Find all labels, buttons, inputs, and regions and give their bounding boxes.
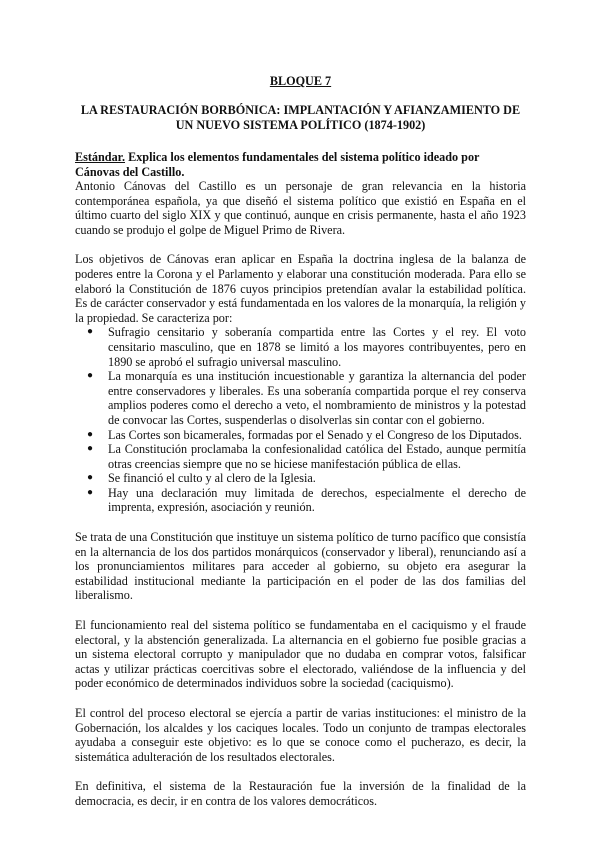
bullet-icon: ● (87, 370, 94, 382)
list-item (87, 427, 526, 443)
list-item (87, 325, 526, 369)
paragraph-electoral-control: El control del proceso electoral se ejercía a partir de varias instituciones: el ministro de la Gobernación, los alcaldes y los caciques locales. Todo un conjunto de trampas electorales ayudaba a conseguir este objetivo: es lo que se conoce como el pucherazo, es decir, la sistemática adulteración de los resultados electorales. (75, 706, 526, 764)
block-heading: BLOQUE 7 (269, 74, 332, 88)
bullet-icon: ● (87, 443, 94, 455)
list-item-text: Hay una declaración muy limitada de derechos, especialmente el derecho de imprenta, expresión, asociación y reunión. (108, 485, 526, 515)
list-item (87, 485, 526, 515)
standard-label: Estándar. (75, 150, 126, 164)
bullet-icon: ● (87, 472, 94, 484)
list-item-text: Las Cortes son bicamerales, formadas por el Senado y el Congreso de los Diputados. (108, 427, 522, 442)
constitution-features-list (75, 325, 526, 515)
list-item-text: La monarquía es una institución incuestionable y garantiza la alternancia del poder entre conservadores y liberales. Es una soberanía compartida porque el rey conserva amplios poderes como el derecho a veto, el nombramiento de ministros y la potestad de convocar las Cortes, suspenderlas o disolverlas sin contar con el gobierno. (108, 369, 526, 427)
list-item-text: Se financió el culto y al clero de la Iglesia. (108, 471, 316, 486)
title-line-2: UN NUEVO SISTEMA POLÍTICO (1874-1902) (175, 117, 426, 132)
bullet-icon: ● (87, 326, 94, 338)
list-item (87, 369, 526, 427)
bullet-icon: ● (87, 428, 94, 440)
title-line-1: LA RESTAURACIÓN BORBÓNICA: IMPLANTACIÓN Y AFIANZAMIENTO DE (80, 103, 521, 117)
list-item-text: Sufragio censitario y soberanía compartida entre las Cortes y el rey. El voto censitario masculino, que en 1878 se limitó a los mayores contribuyentes, pero en 1890 se aprobó el sufragio universal masculino. (108, 325, 526, 369)
bullet-icon: ● (87, 486, 94, 498)
paragraph-conclusion: En definitiva, el sistema de la Restauración fue la inversión de la finalidad de la democracia, es decir, ir en contra de los valores democráticos. (75, 779, 526, 808)
paragraph-caciquismo: El funcionamiento real del sistema político se fundamentaba en el caciquismo y el fraude electoral, y la abstención generalizada. La alternancia en el gobierno fue posible gracias a un sistema electoral corrupto y manipulador que no dudaba en comprar votos, falsificar actas y utilizar prácticas coercitivas sobre el electorado, valiéndose de la influencia y del poder económico de determinados individuos sobre la sociedad (caciquismo). (75, 618, 526, 691)
list-item (87, 442, 526, 471)
document-title (75, 103, 526, 132)
standard-heading (75, 150, 526, 179)
standard-text: Explica los elementos fundamentales del sistema político ideado por Cánovas del Castillo. (75, 150, 480, 179)
paragraph-turno-pacifico: Se trata de una Constitución que instituye un sistema político de turno pacífico que consistía en la alternancia de los dos partidos monárquicos (conservador y liberal), renunciando así a los pronunciamientos militares para acceder al gobierno, su objeto era asegurar la estabilidad institucional mediante la participación en el poder de las dos familias del liberalismo. (75, 530, 526, 603)
paragraph-objectives: Los objetivos de Cánovas eran aplicar en España la doctrina inglesa de la balanza de poderes entre la Corona y el Parlamento y elaborar una constitución moderada. Para ello se elaboró la Constitución de 1876 cuyos principios pretendían avalar la estabilidad política. Es de carácter conservador y está fundamentada en los valores de la monarquía, la religión y la propiedad. Se caracteriza por: (75, 252, 526, 325)
list-item-text: La Constitución proclamaba la confesionalidad católica del Estado, aunque permitía otras creencias siempre que no se hiciese manifestación pública de ellas. (108, 442, 526, 471)
list-item (87, 471, 526, 486)
paragraph-intro: Antonio Cánovas del Castillo es un personaje de gran relevancia en la historia contemporánea española, ya que diseñó el sistema político que existió en España en el último cuarto del siglo XIX y que continuó, aunque en crisis permanente, hasta el año 1923 cuando se produjo el golpe de Miguel Primo de Rivera. (75, 179, 526, 237)
